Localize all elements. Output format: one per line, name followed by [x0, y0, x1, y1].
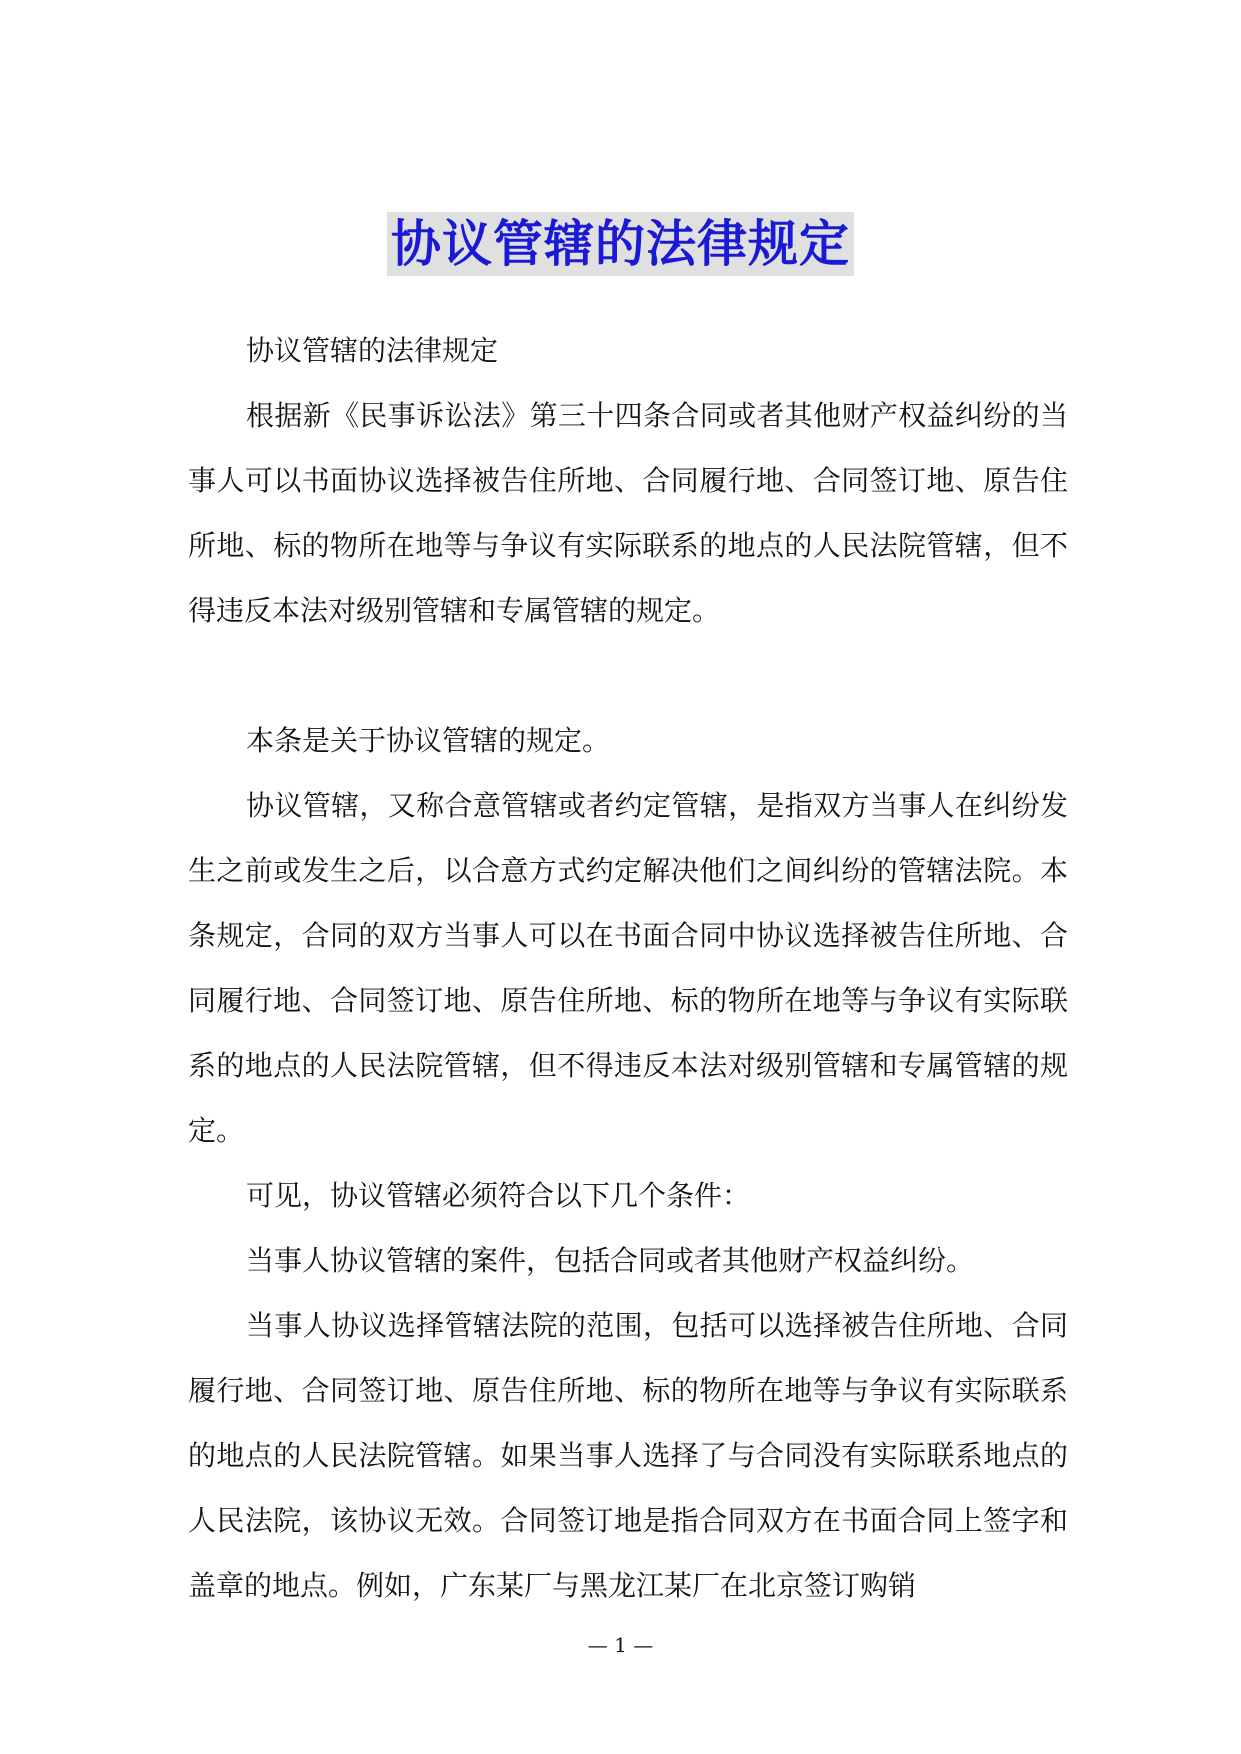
document-body — [188, 318, 1068, 1618]
document-title: 协议管辖的法律规定 — [387, 212, 854, 276]
paragraph-intro: 本条是关于协议管辖的规定。 — [246, 724, 611, 757]
page-number: — 1 — — [587, 1633, 654, 1657]
paragraph-definition: 协议管辖，又称合意管辖或者约定管辖，是指双方当事人在纠纷发生之前或发生之后，以合意方式约定解决他们之间纠纷的管辖法院。本条规定，合同的双方当事人可以在书面合同中协议选择被告住所地、合同履行地、合同签订地、原告住所地、标的物所在地等与争议有实际联系的地点的人民法院管辖，但不得违反本法对级别管辖和专属管辖的规定。 — [188, 789, 1068, 1147]
paragraph-conditions-lead: 可见，协议管辖必须符合以下几个条件： — [246, 1179, 751, 1212]
paragraph-condition-2: 当事人协议选择管辖法院的范围，包括可以选择被告住所地、合同履行地、合同签订地、原告住所地、标的物所在地等与争议有实际联系的地点的人民法院管辖。如果当事人选择了与合同没有实际联系地点的人民法院，该协议无效。合同签订地是指合同双方在书面合同上签字和盖章的地点。例如，广东某厂与黑龙江某厂在北京签订购销 — [188, 1309, 1068, 1602]
paragraph-condition-1: 当事人协议管辖的案件，包括合同或者其他财产权益纠纷。 — [246, 1244, 975, 1277]
paragraph-gap — [188, 643, 1068, 708]
title-container — [0, 212, 1241, 276]
paragraph-subtitle: 协议管辖的法律规定 — [246, 334, 499, 367]
paragraph-article-text: 根据新《民事诉讼法》第三十四条合同或者其他财产权益纠纷的当事人可以书面协议选择被告住所地、合同履行地、合同签订地、原告住所地、标的物所在地等与争议有实际联系的地点的人民法院管辖，但不得违反本法对级别管辖和专属管辖的规定。 — [188, 399, 1068, 627]
